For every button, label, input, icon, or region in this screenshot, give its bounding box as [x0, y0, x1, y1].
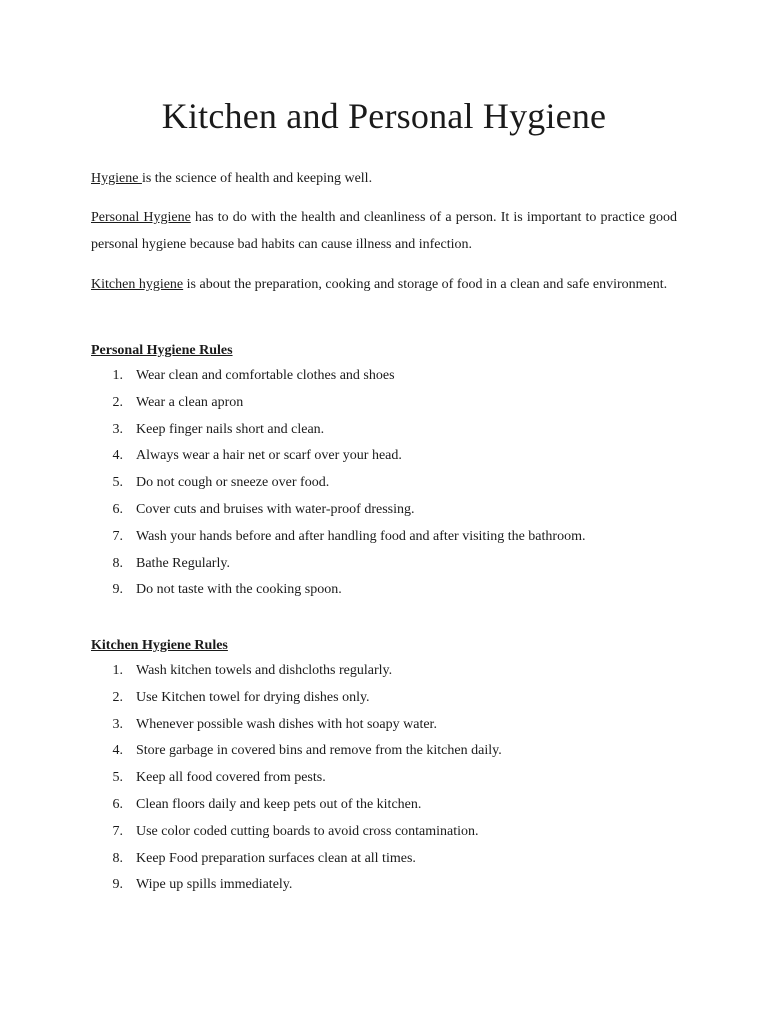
list-item-text: Cover cuts and bruises with water-proof dressing. — [136, 501, 415, 517]
list-item-number: 6. — [112, 796, 123, 812]
personal-hygiene-definition — [91, 204, 677, 258]
list-item — [91, 846, 691, 873]
list-item — [91, 658, 691, 685]
list-item-text: Wear a clean apron — [136, 394, 244, 410]
personal-hygiene-term: Personal Hygiene — [91, 210, 191, 225]
hygiene-definition-text: is the science of health and keeping well. — [141, 171, 373, 186]
list-item — [91, 819, 691, 846]
list-item-text: Do not taste with the cooking spoon. — [136, 582, 342, 598]
list-item-number: 4. — [112, 743, 123, 759]
list-item — [91, 685, 691, 712]
list-item-text: Keep Food preparation surfaces clean at all times. — [136, 850, 416, 866]
list-item — [91, 551, 691, 578]
list-item — [91, 470, 691, 497]
kitchen-hygiene-term: Kitchen hygiene — [91, 277, 184, 292]
list-item-text: Do not cough or sneeze over food. — [136, 475, 330, 491]
list-item-text: Wash your hands before and after handling food and after visiting the bathroom. — [136, 528, 586, 544]
list-item — [91, 577, 691, 604]
list-item — [91, 872, 691, 899]
kitchen-hygiene-definition — [91, 271, 677, 298]
personal-rules-heading: Personal Hygiene Rules — [91, 343, 233, 358]
list-item-text: Whenever possible wash dishes with hot soapy water. — [136, 716, 437, 732]
list-item-text: Store garbage in covered bins and remove from the kitchen daily. — [136, 743, 502, 759]
list-item-number: 3. — [112, 421, 123, 437]
list-item-text: Use Kitchen towel for drying dishes only. — [136, 689, 370, 705]
list-item-number: 1. — [112, 663, 123, 678]
list-item-number: 9. — [112, 582, 123, 598]
list-item-text: Bathe Regularly. — [136, 555, 230, 571]
hygiene-term: Hygiene — [91, 171, 142, 186]
list-item-number: 2. — [112, 394, 123, 410]
list-item — [91, 497, 691, 524]
list-item-text: Wear clean and comfortable clothes and shoes — [136, 368, 395, 383]
kitchen-rules-heading: Kitchen Hygiene Rules — [91, 638, 228, 653]
list-item — [91, 765, 691, 792]
list-item — [91, 443, 691, 470]
list-item-number: 9. — [112, 877, 123, 893]
hygiene-definition — [91, 165, 677, 192]
kitchen-rules-list — [91, 658, 691, 899]
list-item — [91, 363, 691, 390]
list-item-text: Keep finger nails short and clean. — [136, 421, 325, 437]
list-item-text: Use color coded cutting boards to avoid cross contamination. — [136, 823, 479, 839]
page-title: Kitchen and Personal Hygiene — [161, 96, 607, 136]
list-item — [91, 417, 691, 444]
kitchen-hygiene-definition-text: is about the preparation, cooking and storage of food in a clean and safe environment. — [183, 277, 668, 292]
list-item — [91, 524, 691, 551]
list-item-number: 8. — [112, 850, 123, 866]
list-item — [91, 792, 691, 819]
list-item-number: 8. — [112, 555, 123, 571]
list-item-text: Clean floors daily and keep pets out of the kitchen. — [136, 796, 422, 812]
list-item-number: 4. — [112, 448, 123, 464]
list-item-text: Keep all food covered from pests. — [136, 770, 326, 786]
list-item — [91, 712, 691, 739]
list-item-number: 7. — [112, 823, 123, 839]
list-item-text: Wash kitchen towels and dishcloths regularly. — [136, 663, 393, 678]
list-item-number: 3. — [112, 716, 123, 732]
list-item-number: 7. — [112, 528, 123, 544]
list-item-number: 5. — [112, 475, 123, 491]
list-item — [91, 738, 691, 765]
list-item-number: 1. — [112, 368, 123, 383]
personal-rules-list — [91, 363, 691, 604]
list-item-number: 6. — [112, 501, 123, 517]
personal-hygiene-definition-text: has to do with the health and cleanliness of a person. It is important to practice good personal hygiene because bad habits can cause illness and infection. — [91, 210, 677, 252]
list-item-text: Wipe up spills immediately. — [136, 877, 293, 893]
list-item — [91, 390, 691, 417]
list-item-number: 2. — [112, 689, 123, 705]
list-item-text: Always wear a hair net or scarf over your head. — [136, 448, 402, 464]
list-item-number: 5. — [112, 770, 123, 786]
